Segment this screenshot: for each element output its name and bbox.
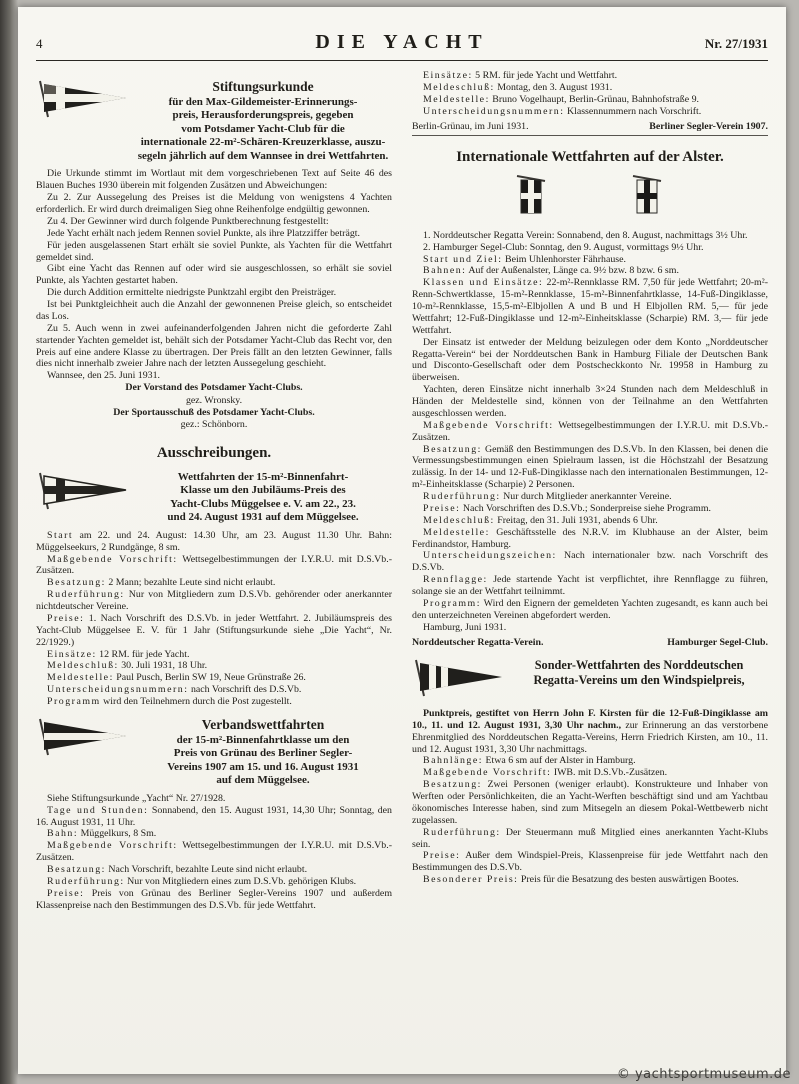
paragraph: Unterscheidungsnummern: Klassennummern nach Vorschrift. — [423, 105, 702, 117]
signature-line: Der Vorstand des Potsdamer Yacht-Clubs. — [125, 382, 303, 394]
paragraph: Einsätze: 5 RM. für jede Yacht und Wettfahrt. — [423, 70, 618, 81]
title-line: Preis von Grünau des Berliner Segler- — [173, 747, 353, 760]
club-flags-row — [412, 173, 768, 224]
title-line: Wettfahrten der 15-m²-Binnenfahrt- — [177, 470, 349, 483]
paragraph: Maßgebende Vorschrift: Wettsegelbestimmungen der I.Y.R.U. mit D.S.Vb.-Zusätzen. — [412, 419, 769, 443]
title-line: Yacht-Clubs Müggelsee e. V. am 22., 23. — [170, 497, 356, 510]
announcement-header — [412, 658, 768, 703]
paragraph-label: Unterscheidungsnummern: — [47, 684, 189, 696]
paragraph: Gibt eine Yacht das Rennen auf oder wird sie ausgeschlossen, so erhält sie soviel Punkte, als Yachten gestartet haben. — [36, 263, 392, 287]
magazine-page — [18, 7, 786, 1074]
paragraph: Maßgebende Vorschrift: Wettsegelbestimmungen der I.Y.R.U. mit D.S.Vb.-Zusätzen. — [36, 553, 393, 577]
paragraph: Besatzung: Gemäß den Bestimmungen des D.S.Vb. In den Klassen, bei denen die Vermessungsbestimmungen einen Spielraum lassen, ist die Höchstzahl der Besatzung zulässig. In der 14- und 12-Fuß-Dingiklasse nach den internationalen Bestimmungen, 12-m²-Einheitsklasse (Scharpie) 2 Personen. — [412, 443, 768, 491]
paragraph-label: Maßgebende Vorschrift: — [423, 419, 554, 431]
right-column — [412, 70, 768, 912]
yacht-club-mueggelsee-pennant-icon — [36, 471, 132, 516]
club-signature-text: Berliner Segler-Verein 1907. — [649, 120, 768, 132]
paragraph: Die Urkunde stimmt im Wortlaut mit dem vorgeschriebenen Text auf Seite 46 des Blauen Buches 1930 überein mit folgenden Zusätzen und Abweichungen: — [36, 168, 392, 192]
paragraph-label: Preise: — [47, 612, 85, 624]
title-line: für den Max-Gildemeister-Erinnerungs- — [168, 95, 358, 108]
hamburger-segel-club-flag-icon — [629, 173, 665, 224]
paragraph: Maßgebende Vorschrift: Wettsegelbestimmungen der I.Y.R.U. mit D.S.Vb.-Zusätzen. — [36, 840, 393, 864]
header-rule — [36, 60, 768, 61]
paragraph-label: Preise: — [47, 887, 85, 899]
dateline-text: Berlin-Grünau, im Juni 1931. — [412, 120, 529, 132]
paragraph-label: Maßgebende Vorschrift: — [423, 767, 552, 779]
paragraph-label: Meldestelle: — [47, 672, 114, 684]
potsdamer-yacht-club-pennant-icon — [36, 79, 132, 124]
paragraph-label: Meldestelle: — [423, 526, 490, 538]
announcement-header — [36, 79, 392, 163]
paragraph: Einsätze: 12 RM. für jede Yacht. — [47, 648, 190, 660]
norddeutscher-regatta-verein-flag-icon — [513, 173, 549, 224]
announcement-title — [134, 79, 392, 163]
page-header — [18, 7, 786, 56]
paragraph-label: Meldeschluß: — [423, 81, 495, 93]
paragraph: Start am 22. und 24. August: 14.30 Uhr, am 23. August 11.30 Uhr. Bahn: Müggelseekurs, 2 Rundgänge, 8 sm. — [36, 529, 392, 553]
paragraph: Ruderführung: Nur durch Mitglieder anerkannter Vereine. — [423, 491, 672, 503]
paragraph-label: Bahnlänge: — [423, 755, 483, 767]
section-heading: Ausschreibungen. — [156, 444, 272, 461]
paragraph-label: Bahnen: — [423, 265, 467, 277]
paragraph: Unterscheidungszeichen: Nach internationaler bzw. nach Vorschrift des D.S.Vb. — [412, 550, 768, 574]
paragraph-label: Preise: — [423, 850, 461, 862]
paragraph-label: Start — [47, 529, 74, 541]
paragraph: Preise: 1. Nach Vorschrift des D.S.Vb. in jeder Wettfahrt. 2. Jubiläumspreis des Yacht-Club Müggelsee E. V. für 1 Jahr (Stiftungsurkunde siehe „Die Yacht“, Nr. 22/1929.) — [36, 612, 392, 648]
title-line: Verbandswettfahrten — [201, 716, 325, 732]
paragraph: Besatzung: Zwei Personen (weniger erlaubt). Konstrukteure und Inhaber von Werften oder Persönlichkeiten, die an Yacht-Werften beschäftigt sind und am Yachtbau ökonomisches Interesse haben, sind zum Mitsegeln an diesem Pokal-Wettbewerb nicht zugelassen. — [412, 779, 768, 826]
paragraph-label: Start und Ziel: — [423, 253, 503, 265]
paragraph-label: Programm — [47, 696, 101, 708]
paragraph: Wannsee, den 25. Juni 1931. — [47, 370, 161, 382]
paragraph: Programm wird den Teilnehmern durch die Post zugestellt. — [47, 696, 292, 708]
paragraph: Start und Ziel: Beim Uhlenhorster Fährhause. — [423, 253, 626, 265]
paragraph-label: Ruderführung: — [423, 826, 501, 838]
paragraph-label: Punktpreis, gestiftet von Herrn John F. Kirsten für die 12-Fuß-Dingiklasse am 10., 11. und 12. August 1931, 3,30 Uhr nachm., — [412, 707, 768, 731]
paragraph: Siehe Stiftungsurkunde „Yacht“ Nr. 27/1928. — [47, 792, 226, 804]
paragraph: Programm: Wird den Eignern der gemeldeten Yachten zugesandt, es kann auch bei den unterzeichneten Vereinen abgefordert werden. — [412, 597, 768, 621]
paragraph-label: Maßgebende Vorschrift: — [47, 553, 178, 565]
paragraph: Besonderer Preis: Preis für die Besatzung des besten auswärtigen Bootes. — [423, 874, 739, 886]
announcement-header — [36, 471, 392, 525]
paragraph: Der Einsatz ist entweder der Meldung beizulegen oder dem Konto „Norddeutscher Regatta-Verein“ bei der Norddeutschen Bank in Hamburg Filiale der Deutschen Bank und Disconto-Gesellschaft oder dem Postscheckkonto Nr. 19958 in Hamburg zu überweisen. — [412, 336, 768, 384]
paragraph-label: Unterscheidungsnummern: — [423, 105, 565, 117]
paragraph: Meldeschluß: 30. Juli 1931, 18 Uhr. — [47, 660, 208, 672]
paragraph: Meldeschluß: Freitag, den 31. Juli 1931, abends 6 Uhr. — [423, 514, 658, 526]
paragraph: Klassen und Einsätze: 22-m²-Rennklasse RM. 7,50 für jede Wettfahrt; 20-m²-Renn-Schwertklasse, 15-m²-Rennklasse, 15-m²-Binnenfahrtklasse, 14-Fuß-Dingiklasse, 10-m²-Rennklasse, 15,5-m²-Elbjollen A und B und H Elbjollen RM. 5,— für jede Wettfahrt; 12-Fuß-Dingiklasse und 12-m²-Einheitsklasse (Scharpie) RM. 3,— für jede Wettfahrt. — [412, 277, 768, 336]
paragraph-label: Ruderführung: — [47, 589, 125, 601]
paragraph-label: Programm: — [423, 597, 481, 609]
paragraph: 1. Norddeutscher Regatta Verein: Sonnabend, den 8. August, nachmittags 3½ Uhr. — [423, 229, 748, 241]
paragraph: Meldestelle: Bruno Vogelhaupt, Berlin-Grünau, Bahnhofstraße 9. — [423, 93, 699, 105]
paragraph: Ist bei Punktgleichheit auch die Anzahl der gewonnenen Preise gleich, so entscheidet das Los. — [36, 299, 392, 322]
announcement-title — [510, 658, 768, 688]
paragraph: Preise: Außer dem Windspiel-Preis, Klassenpreise für jede Wettfahrt nach den Bestimmungen des D.S.Vb. — [412, 850, 768, 874]
paragraph: Die durch Addition ermittelte niedrigste Punktzahl ergibt den Preisträger. — [47, 287, 337, 299]
paragraph: Ruderführung: Nur von Mitgliedern eines zum D.S.Vb. gehörigen Klubs. — [47, 875, 357, 887]
paragraph-label: Besonderer Preis: — [423, 874, 519, 886]
paragraph: Für jeden ausgelassenen Start erhält sie soviel Punkte, als Yachten für die Wettfahrt gemeldet sind. — [36, 239, 392, 263]
paragraph-label: Bahn: — [47, 828, 79, 840]
paragraph: Zu 2. Zur Aussegelung des Preises ist die Meldung von wenigstens 4 Yachten erforderlich. Er wird durch dreimaligen Sieg ohne Reihenfolge endgültig gewonnen. — [36, 192, 392, 216]
signature-line: gez.: Schönborn. — [180, 419, 248, 431]
title-line: preis, Herausforderungspreis, gegeben — [172, 109, 354, 122]
paragraph: Preise: Preis von Grünau des Berliner Segler-Vereins 1907 und außerdem Klassenpreise nach den Bestimmungen des D.S.Vb. für jede Wettfahrt. — [36, 887, 392, 911]
paragraph-label: Tage und Stunden: — [47, 804, 149, 816]
title-line: Regatta-Vereins um den Windspielpreis, — [533, 673, 745, 688]
paragraph: 2. Hamburger Segel-Club: Sonntag, den 9. August, vormittags 9½ Uhr. — [423, 241, 704, 253]
title-line: vom Potsdamer Yacht-Club für die — [181, 122, 345, 135]
berliner-segler-verein-pennant-icon — [36, 717, 132, 762]
announcement-title — [134, 717, 392, 788]
paragraph-label: Besatzung: — [47, 577, 106, 589]
paragraph: Preise: Nach Vorschriften des D.S.Vb.; Sonderpreise siehe Programm. — [423, 502, 711, 514]
paragraph: Bahn: Müggelkurs, 8 Sm. — [47, 828, 157, 840]
paragraph: Besatzung: Nach Vorschrift, bezahlte Leute sind nicht erlaubt. — [47, 864, 308, 876]
paragraph-label: Meldestelle: — [423, 93, 490, 105]
article-columns — [18, 70, 786, 912]
paragraph: Ruderführung: Der Steuermann muß Mitglied eines anerkannten Yacht-Klubs sein. — [412, 826, 768, 850]
paragraph: Zu 5. Auch wenn in zwei aufeinanderfolgenden Jahren nicht die geforderte Zahl startender Yachten gemeldet ist, behält sich der Potsdamer Yacht-Club das Recht vor, den Preis auf eine andere Klasse zu übertragen. Der Preis fällt an den letzten Gewinner, falls dies nicht innerhalb zweier Jahre nach der letzten Aussegelung geschieht. — [36, 322, 392, 370]
page-number: 4 — [36, 36, 43, 51]
journal-title: DIE YACHT — [315, 31, 489, 53]
paragraph-label: Meldeschluß: — [423, 514, 495, 526]
title-line: internationale 22-m²-Schären-Kreuzerklasse, auszu- — [140, 136, 386, 149]
dateline-signature — [412, 120, 768, 136]
paragraph: Yachten, deren Einsätze nicht innerhalb 3×24 Stunden nach dem Meldeschluß in Händen der Meldestelle sind, können von der Teilnahme an den Wettfahrten ausgeschlossen werden. — [412, 384, 768, 419]
paragraph: Meldestelle: Geschäftsstelle des N.R.V. im Klubhause an der Alster, beim Ferdinandstor, Hamburg. — [412, 526, 768, 550]
paragraph-label: Besatzung: — [423, 779, 482, 791]
paragraph: Rennflagge: Jede startende Yacht ist verpflichtet, ihre Rennflagge zu führen, solange sie an der Wettfahrt teilnimmt. — [412, 574, 768, 598]
club-signature-text: Hamburger Segel-Club. — [667, 636, 768, 648]
paragraph-label: Besatzung: — [423, 443, 482, 455]
title-line: der 15-m²-Binnenfahrtklasse um den — [176, 733, 350, 746]
announcement-header — [36, 717, 392, 788]
paragraph-label: Klassen und Einsätze: — [423, 277, 544, 289]
paragraph-label: Einsätze: — [423, 70, 473, 81]
issue-number: Nr. 27/1931 — [704, 36, 768, 51]
paragraph-label: Preise: — [423, 502, 461, 514]
title-line: Sonder-Wettfahrten des Norddeutschen — [534, 657, 744, 672]
signature-line: Der Sportausschuß des Potsdamer Yacht-Clubs. — [113, 406, 315, 418]
paragraph-label: Einsätze: — [47, 648, 97, 660]
paragraph: Jede Yacht erhält nach jedem Rennen soviel Punkte, als ihre Platzziffer beträgt. — [47, 227, 360, 239]
nrv-sonder-pennant-icon — [412, 658, 508, 703]
paragraph-label: Maßgebende Vorschrift: — [47, 840, 178, 852]
paragraph: Besatzung: 2 Mann; bezahlte Leute sind nicht erlaubt. — [47, 577, 276, 589]
paragraph: Maßgebende Vorschrift: IWB. mit D.S.Vb.-Zusätzen. — [423, 767, 668, 779]
paragraph: Zu 4. Der Gewinner wird durch folgende Punktberechnung festgestellt: — [47, 215, 329, 227]
paragraph: Meldestelle: Paul Pusch, Berlin SW 19, Neue Grünstraße 26. — [47, 672, 306, 684]
paragraph-label: Ruderführung: — [423, 491, 501, 503]
paragraph: Punktpreis, gestiftet von Herrn John F. Kirsten für die 12-Fuß-Dingiklasse am 10., 11. und 12. August 1931, 3,30 Uhr nachm., zur Erinnerung an das verstorbene Ehrenmitglied des Norddeutschen Regatta-Vereins, Herrn Friedrich Kirsten, am 10., 11. und 12. August 1931, 3,30 Uhr nachmittags. — [412, 707, 768, 755]
dateline-text: Norddeutscher Regatta-Verein. — [412, 636, 544, 648]
section-heading: Internationale Wettfahrten auf der Alster. — [456, 148, 724, 165]
dateline-signature — [412, 636, 768, 649]
paragraph: Unterscheidungsnummern: nach Vorschrift des D.S.Vb. — [47, 684, 302, 696]
paragraph-label: Unterscheidungszeichen: — [423, 550, 557, 562]
title-line: Vereins 1907 am 15. und 16. August 1931 — [167, 760, 359, 773]
watermark-text: © yachtsportmuseum.de — [616, 1067, 791, 1082]
paragraph-label: Meldeschluß: — [47, 660, 119, 672]
paragraph-label: Rennflagge: — [423, 574, 488, 586]
paragraph-label: Besatzung: — [47, 864, 106, 876]
signature-line: gez. Wronsky. — [185, 394, 243, 406]
title-line: auf dem Müggelsee. — [216, 774, 310, 787]
title-line: und 24. August 1931 auf dem Müggelsee. — [167, 511, 359, 524]
title-line: Klasse um den Jubiläums-Preis des — [180, 484, 346, 497]
left-column — [36, 70, 392, 912]
paragraph-label: Ruderführung: — [47, 875, 125, 887]
paragraph: Ruderführung: Nur von Mitgliedern zum D.S.Vb. gehörender oder anerkannter nichtdeutscher Vereine. — [36, 589, 392, 613]
paragraph: Meldeschluß: Montag, den 3. August 1931. — [423, 81, 613, 93]
paragraph: Hamburg, Juni 1931. — [423, 621, 507, 633]
paragraph: Bahnen: Auf der Außenalster, Länge ca. 9½ bzw. 8 bzw. 6 sm. — [423, 265, 679, 277]
title-line: Stiftungsurkunde — [212, 79, 314, 94]
paragraph: Bahnlänge: Etwa 6 sm auf der Alster in Hamburg. — [423, 755, 636, 767]
paragraph: Tage und Stunden: Sonnabend, den 15. August 1931, 14,30 Uhr; Sonntag, den 16. August 1931, 11 Uhr. — [36, 804, 392, 828]
announcement-title — [134, 471, 392, 525]
book-gutter-shadow — [0, 0, 18, 1084]
title-line: segeln jährlich auf dem Wannsee in drei Wettfahrten. — [137, 149, 389, 162]
